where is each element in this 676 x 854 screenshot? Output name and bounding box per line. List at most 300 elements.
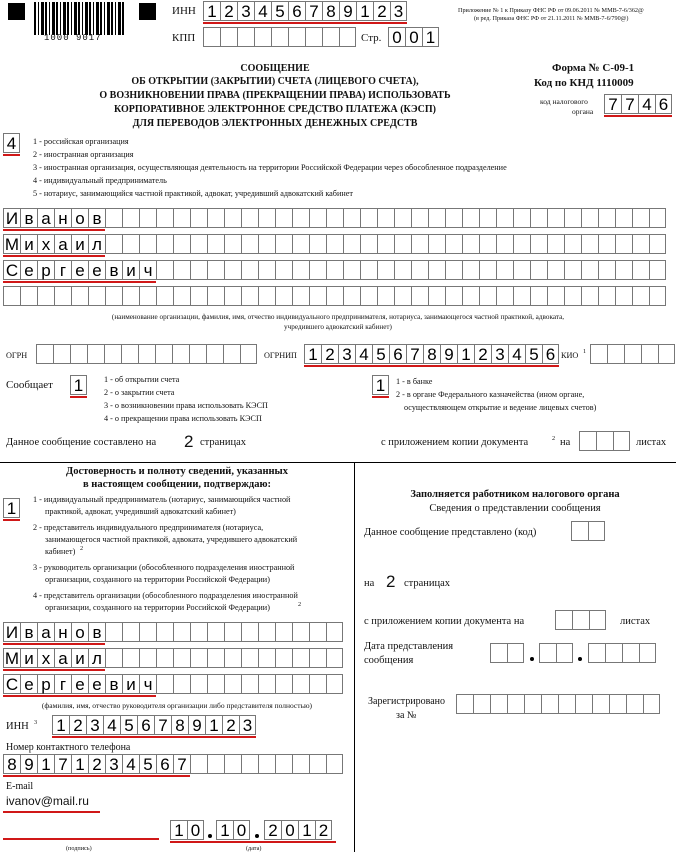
account-place-option-2b: осуществляющем открытие и ведение лицевых счетов)	[404, 403, 597, 412]
char-cell: 1	[170, 820, 187, 840]
char-cell: 1	[70, 375, 87, 395]
char-cell	[258, 674, 275, 694]
pages-value[interactable]: 2	[184, 432, 194, 451]
char-cell: С	[3, 260, 20, 280]
char-cell	[479, 208, 496, 228]
char-cell	[530, 234, 547, 254]
confirm-option-1a: 1 - индивидуальный предприниматель (нотариус, занимающийся частной	[33, 495, 291, 504]
char-cell	[173, 648, 190, 668]
name-underline-3	[3, 281, 156, 283]
name-row-4[interactable]	[3, 286, 666, 308]
char-cell	[190, 622, 207, 642]
char-cell: 5	[139, 754, 156, 774]
char-cell: о	[71, 622, 88, 642]
attach-na-label: на	[560, 437, 571, 448]
char-cell	[71, 286, 88, 306]
char-cell	[258, 234, 275, 254]
char-cell	[224, 286, 241, 306]
char-cell	[609, 694, 626, 714]
submit-date-year-cells[interactable]	[588, 643, 656, 665]
char-cell: 2	[321, 344, 338, 364]
char-cell	[241, 622, 258, 642]
confirm-option-1b: практикой, адвокат, учредивший адвокатский кабинет)	[45, 507, 236, 516]
char-cell: 2	[88, 754, 105, 774]
char-cell: 8	[423, 344, 440, 364]
char-cell: 1	[304, 344, 321, 364]
attach-label: с приложением копии документа	[381, 437, 529, 448]
char-cell	[241, 286, 258, 306]
char-cell	[139, 286, 156, 306]
char-cell	[139, 648, 156, 668]
char-cell	[547, 234, 564, 254]
char-cell	[207, 234, 224, 254]
char-cell: 6	[156, 754, 173, 774]
char-cell	[411, 260, 428, 280]
char-cell: 3	[86, 715, 103, 735]
title-line-1: СООБЩЕНИЕ	[240, 63, 310, 74]
char-cell: в	[105, 674, 122, 694]
char-cell: 0	[405, 27, 422, 47]
char-cell: 1	[457, 344, 474, 364]
char-cell: 8	[322, 1, 339, 21]
char-cell	[189, 344, 206, 364]
char-cell: 7	[604, 94, 621, 114]
char-cell	[309, 208, 326, 228]
char-cell	[190, 260, 207, 280]
char-cell: и	[20, 234, 37, 254]
char-cell	[394, 208, 411, 228]
char-cell	[615, 234, 632, 254]
date-day-cells[interactable]	[170, 820, 204, 842]
char-cell: 9	[20, 754, 37, 774]
char-cell	[343, 208, 360, 228]
char-cell	[556, 643, 573, 663]
char-cell	[241, 234, 258, 254]
char-cell: 7	[621, 94, 638, 114]
char-cell: х	[37, 234, 54, 254]
char-cell: в	[20, 622, 37, 642]
char-cell	[615, 260, 632, 280]
char-cell	[258, 622, 275, 642]
char-cell: ч	[139, 674, 156, 694]
char-cell: 0	[233, 820, 250, 840]
char-cell	[572, 610, 589, 630]
char-cell: И	[3, 622, 20, 642]
date-separator-dot	[208, 834, 212, 838]
confirm-heading-2: в настоящем сообщении, подтверждаю:	[83, 479, 271, 490]
char-cell	[539, 643, 556, 663]
char-cell	[456, 694, 473, 714]
name-underline-2	[3, 255, 105, 257]
signer-inn-sup: 3	[34, 719, 38, 726]
attach-sheets-cells[interactable]	[579, 431, 630, 453]
char-cell: 2	[373, 1, 390, 21]
date-separator-dot	[530, 657, 534, 661]
char-cell	[643, 694, 660, 714]
char-cell	[490, 643, 507, 663]
char-cell	[292, 260, 309, 280]
char-cell	[173, 674, 190, 694]
signer-inn-label: ИНН	[6, 721, 29, 732]
char-cell: 3	[338, 344, 355, 364]
char-cell	[190, 648, 207, 668]
char-cell: и	[122, 674, 139, 694]
confirm-option-2c: кабинет)	[45, 547, 76, 556]
char-cell: 0	[388, 27, 405, 47]
char-cell	[305, 27, 322, 47]
char-cell: 5	[271, 1, 288, 21]
name-caption-2: учредившего адвокатский кабинет)	[284, 323, 392, 331]
char-cell: е	[88, 260, 105, 280]
char-cell	[598, 286, 615, 306]
date-year-cells[interactable]	[264, 820, 332, 842]
char-cell: 3	[491, 344, 508, 364]
kio-cells[interactable]	[590, 344, 675, 366]
char-cell	[122, 208, 139, 228]
submitted-code-label: Данное сообщение представлено (код)	[364, 527, 537, 538]
char-cell: а	[37, 622, 54, 642]
name-row-2[interactable]	[3, 234, 666, 256]
char-cell	[326, 260, 343, 280]
ogrnip-cells[interactable]	[304, 344, 559, 366]
char-cell	[3, 286, 20, 306]
char-cell: г	[54, 674, 71, 694]
char-cell	[309, 648, 326, 668]
char-cell: 1	[205, 715, 222, 735]
tax-attach-label: с приложением копии документа на	[364, 616, 525, 627]
char-cell	[224, 674, 241, 694]
report-type-underline	[70, 396, 87, 398]
char-cell	[326, 286, 343, 306]
char-cell: 4	[508, 344, 525, 364]
char-cell: р	[37, 260, 54, 280]
char-cell	[411, 234, 428, 254]
char-cell	[607, 344, 624, 364]
char-cell	[462, 234, 479, 254]
char-cell	[649, 208, 666, 228]
char-cell	[588, 521, 605, 541]
char-cell	[207, 286, 224, 306]
confirm-option-3b: организации, созданного на территории Российской Федерации)	[45, 575, 270, 584]
char-cell: и	[71, 648, 88, 668]
pages-after-label: страницах	[200, 437, 247, 448]
char-cell	[564, 208, 581, 228]
account-place-option-2a: 2 - в органе Федерального казначейства (ином органе,	[396, 390, 585, 399]
char-cell	[571, 521, 588, 541]
char-cell	[649, 260, 666, 280]
confirm-type-underline	[3, 519, 20, 521]
email-value[interactable]: ivanov@mail.ru	[6, 794, 89, 808]
char-cell	[224, 754, 241, 774]
char-cell	[394, 260, 411, 280]
char-cell	[581, 234, 598, 254]
char-cell	[581, 260, 598, 280]
char-cell	[121, 344, 138, 364]
registered-number-cells[interactable]	[456, 694, 660, 716]
char-cell: 6	[542, 344, 559, 364]
char-cell: 4	[355, 344, 372, 364]
report-label: Сообщает	[6, 379, 53, 391]
submit-date-month-cells[interactable]	[539, 643, 573, 665]
char-cell: 9	[440, 344, 457, 364]
char-cell	[632, 234, 649, 254]
char-cell: л	[88, 648, 105, 668]
char-cell	[139, 234, 156, 254]
confirm-option-4-sup: 2	[298, 601, 302, 608]
char-cell: ч	[139, 260, 156, 280]
char-cell	[326, 754, 343, 774]
char-cell	[641, 344, 658, 364]
char-cell	[598, 234, 615, 254]
ogrn-label: ОГРН	[6, 351, 28, 360]
report-option-4: 4 - о прекращении права использовать КЭСП	[104, 414, 262, 423]
confirm-option-4a: 4 - представитель организации (обособленного подразделения иностранной	[33, 591, 298, 600]
char-cell: 8	[171, 715, 188, 735]
inn-underline	[203, 22, 407, 24]
char-cell	[613, 431, 630, 451]
char-cell	[37, 286, 54, 306]
char-cell	[326, 648, 343, 668]
char-cell	[292, 622, 309, 642]
char-cell	[394, 234, 411, 254]
char-cell: 7	[54, 754, 71, 774]
char-cell: 3	[239, 715, 256, 735]
knd-code: Код по КНД 1110009	[534, 77, 634, 89]
account-place-cell[interactable]	[372, 375, 389, 397]
inn-cells[interactable]	[203, 1, 407, 23]
char-cell: 1	[372, 375, 389, 395]
char-cell	[564, 286, 581, 306]
char-cell	[649, 286, 666, 306]
name-caption-1: (наименование организации, фамилия, имя, отчество индивидуального предпринимателя, нотариуса, занимающегося частной практикой, адвоката,	[111, 313, 565, 321]
char-cell	[326, 674, 343, 694]
signer-inn-underline	[52, 736, 256, 738]
char-cell	[326, 622, 343, 642]
char-cell: 3	[237, 1, 254, 21]
char-cell	[479, 234, 496, 254]
signer-name-row-1[interactable]	[3, 622, 343, 644]
char-cell	[555, 610, 572, 630]
inn-label: ИНН	[172, 5, 196, 17]
report-option-2: 2 - о закрытии счета	[104, 388, 175, 397]
char-cell	[473, 694, 490, 714]
email-label: E-mail	[6, 781, 34, 792]
char-cell: 0	[187, 820, 204, 840]
char-cell	[496, 208, 513, 228]
char-cell	[309, 260, 326, 280]
submit-date-label-2: сообщения	[364, 655, 414, 666]
kpp-cells[interactable]	[203, 27, 356, 49]
tax-pages-after: страницах	[404, 578, 451, 589]
char-cell	[70, 344, 87, 364]
email-underline	[3, 811, 100, 813]
char-cell	[360, 286, 377, 306]
report-option-1: 1 - об открытии счета	[104, 375, 180, 384]
signer-name-row-2[interactable]	[3, 648, 343, 670]
confirm-option-2-sup: 2	[80, 545, 84, 552]
attach-after-label: листах	[636, 437, 667, 448]
tax-pages-value[interactable]: 2	[386, 572, 396, 591]
char-cell	[156, 208, 173, 228]
signature-line	[3, 838, 159, 840]
char-cell	[339, 27, 356, 47]
char-cell	[445, 286, 462, 306]
char-cell	[190, 674, 207, 694]
char-cell	[203, 27, 220, 47]
char-cell	[258, 286, 275, 306]
corner-marker	[139, 3, 156, 20]
char-cell: М	[4, 235, 20, 254]
char-cell: и	[71, 234, 88, 254]
payer-type-option-5: 5 - нотариус, занимающийся частной практикой, адвокат, учредивший адвокатский кабинет	[33, 189, 353, 198]
char-cell	[224, 260, 241, 280]
signer-name-underline-2	[3, 669, 105, 671]
payer-type-underline	[3, 154, 20, 156]
signer-name-row-3[interactable]	[3, 674, 343, 696]
tax-code-label-2: органа	[572, 107, 594, 116]
name-row-1[interactable]	[3, 208, 666, 230]
char-cell: 1	[3, 498, 20, 518]
char-cell	[462, 208, 479, 228]
char-cell	[377, 260, 394, 280]
char-cell: 6	[389, 344, 406, 364]
char-cell	[479, 260, 496, 280]
title-line-3: О ВОЗНИКНОВЕНИИ ПРАВА (ПРЕКРАЩЕНИИ ПРАВА) ИСПОЛЬЗОВАТЬ	[99, 90, 451, 101]
char-cell: и	[20, 648, 37, 668]
char-cell	[156, 234, 173, 254]
char-cell	[190, 286, 207, 306]
char-cell	[206, 344, 223, 364]
char-cell	[258, 754, 275, 774]
confirm-type-cell[interactable]	[3, 498, 20, 520]
char-cell	[496, 260, 513, 280]
char-cell	[122, 622, 139, 642]
confirm-option-4b: организации, созданного на территории Российской Федерации)	[45, 603, 270, 612]
char-cell	[411, 208, 428, 228]
char-cell	[53, 344, 70, 364]
char-cell	[428, 208, 445, 228]
char-cell: 7	[154, 715, 171, 735]
char-cell: е	[88, 674, 105, 694]
char-cell: н	[54, 208, 71, 228]
form-number: Форма № С-09-1	[552, 62, 635, 74]
char-cell	[547, 260, 564, 280]
pages-label: Данное сообщение составлено на	[6, 437, 157, 448]
char-cell	[173, 286, 190, 306]
name-row-3[interactable]	[3, 260, 666, 282]
char-cell	[581, 208, 598, 228]
char-cell: 2	[222, 715, 239, 735]
char-cell	[173, 234, 190, 254]
char-cell: 4	[122, 754, 139, 774]
phone-cells[interactable]	[3, 754, 343, 776]
signer-inn-cells[interactable]	[52, 715, 256, 737]
date-month-cells[interactable]	[216, 820, 250, 842]
char-cell	[122, 648, 139, 668]
char-cell	[54, 286, 71, 306]
char-cell	[173, 260, 190, 280]
char-cell	[292, 234, 309, 254]
char-cell	[223, 344, 240, 364]
char-cell	[558, 694, 575, 714]
char-cell: в	[20, 208, 37, 228]
char-cell	[445, 208, 462, 228]
char-cell: р	[37, 674, 54, 694]
tax-code-cells[interactable]	[604, 94, 672, 116]
char-cell	[309, 234, 326, 254]
char-cell	[343, 286, 360, 306]
char-cell	[541, 694, 558, 714]
char-cell	[207, 260, 224, 280]
char-cell	[615, 286, 632, 306]
char-cell	[513, 260, 530, 280]
char-cell	[258, 648, 275, 668]
column-divider	[354, 462, 355, 852]
account-place-underline	[372, 396, 389, 398]
payer-type-cell[interactable]	[3, 133, 20, 155]
char-cell: И	[3, 208, 20, 228]
char-cell	[589, 610, 606, 630]
char-cell	[105, 234, 122, 254]
title-line-5: ДЛЯ ПЕРЕВОДОВ ЭЛЕКТРОННЫХ ДЕНЕЖНЫХ СРЕДСТВ	[132, 118, 418, 129]
char-cell	[490, 694, 507, 714]
char-cell	[507, 694, 524, 714]
signature-caption: (подпись)	[66, 845, 92, 852]
char-cell	[360, 234, 377, 254]
char-cell	[138, 344, 155, 364]
report-type-cell[interactable]	[70, 375, 87, 397]
char-cell	[530, 208, 547, 228]
tax-pages-na: на	[364, 578, 375, 589]
submit-date-day-cells[interactable]	[490, 643, 524, 665]
char-cell	[632, 260, 649, 280]
char-cell	[122, 234, 139, 254]
report-option-3: 3 - о возникновении права использовать КЭСП	[104, 401, 268, 410]
char-cell: а	[37, 208, 54, 228]
char-cell	[237, 27, 254, 47]
char-cell	[139, 622, 156, 642]
registered-label-2: за №	[396, 710, 417, 721]
char-cell: 8	[3, 754, 20, 774]
char-cell: 2	[264, 820, 281, 840]
char-cell	[207, 674, 224, 694]
char-cell	[292, 648, 309, 668]
char-cell	[462, 260, 479, 280]
char-cell	[326, 234, 343, 254]
char-cell: 1	[52, 715, 69, 735]
page-cells[interactable]	[388, 27, 439, 49]
ogrn-cells[interactable]	[36, 344, 257, 366]
registered-label-1: Зарегистрировано	[368, 696, 446, 707]
title-line-4: КОРПОРАТИВНОЕ ЭЛЕКТРОННОЕ СРЕДСТВО ПЛАТЕЖА (КЭСП)	[113, 104, 437, 115]
char-cell: г	[54, 260, 71, 280]
confirm-option-3a: 3 - руководитель организации (обособленного подразделения иностранной	[33, 563, 295, 572]
char-cell	[105, 286, 122, 306]
submitted-code-cells[interactable]	[571, 521, 605, 543]
tax-attach-cells[interactable]	[555, 610, 606, 632]
barcode	[34, 2, 126, 35]
char-cell	[241, 260, 258, 280]
char-cell	[173, 622, 190, 642]
char-cell	[479, 286, 496, 306]
confirm-option-2b: занимающегося частной практикой, адвоката, учредившего адвокатский	[45, 535, 298, 544]
char-cell: в	[88, 208, 105, 228]
char-cell	[190, 234, 207, 254]
date-caption: (дата)	[246, 845, 262, 852]
char-cell	[564, 260, 581, 280]
char-cell: 9	[188, 715, 205, 735]
char-cell	[326, 208, 343, 228]
